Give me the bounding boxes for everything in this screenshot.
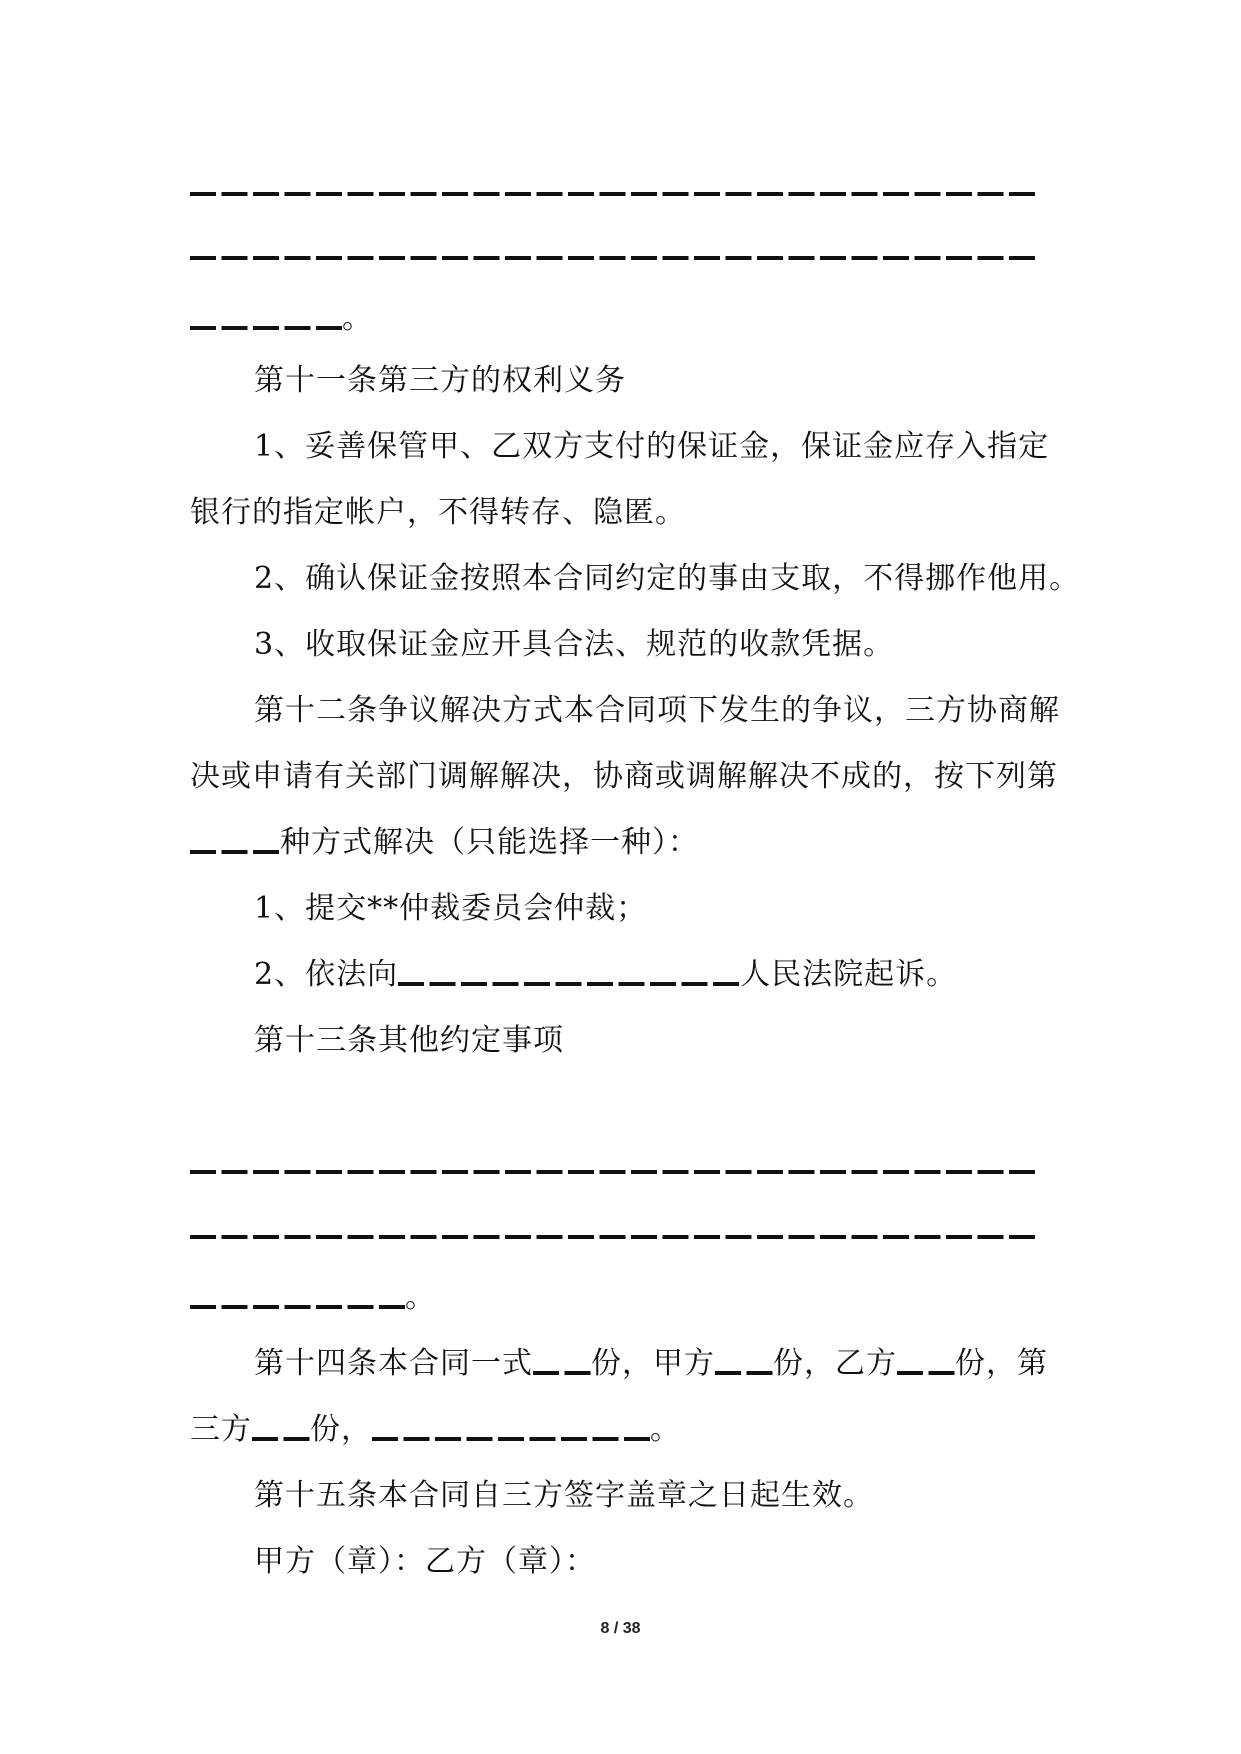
article-11-item-1-line-2: 银行的指定帐户，不得转存、隐匿。 [190, 495, 686, 530]
article-12-line-1: 第十二条争议解决方式本合同项下发生的争议，三方协商解 [254, 693, 1060, 728]
article-13-title: 第十三条其他约定事项 [254, 1023, 564, 1058]
article-11-item-3: 3、收取保证金应开具合法、规范的收款凭据。 [254, 627, 895, 662]
article-14 [190, 1331, 1070, 1595]
court-name-blank [398, 982, 740, 986]
copies-party-a-blank [715, 1371, 773, 1375]
article-12 [190, 678, 1070, 1074]
article-13-fill-last-line [190, 1265, 1070, 1331]
copies-note-blank [372, 1437, 650, 1441]
article-14-text-c: 份，乙方 [773, 1346, 897, 1381]
article-14-text-e: 三方 [190, 1412, 252, 1447]
page-number: 8 / 38 [600, 1620, 641, 1637]
end-punctuation: 。 [650, 1412, 681, 1447]
article-14-line-2 [190, 1397, 1070, 1463]
article-12-line-3-text: 种方式解决（只能选择一种）： [280, 825, 699, 860]
copies-third-party-blank [252, 1437, 310, 1441]
signature-line: 甲方（章）：乙方（章）： [254, 1544, 596, 1579]
article-12-line-3 [190, 810, 1070, 876]
choice-number-blank [190, 850, 280, 854]
blank-fill-line [190, 1170, 1040, 1174]
article-14-text-d: 份，第 [955, 1346, 1048, 1381]
blank-fill-line [190, 192, 1040, 196]
article-12-line-2: 决或申请有关部门调解解决，协商或调解解决不成的，按下列第 [190, 759, 1058, 794]
blank-fill-line [190, 1235, 1040, 1239]
article-12-option-1: 1、提交**仲裁委员会仲裁； [254, 891, 648, 926]
blank-fill-last-line [190, 286, 1070, 352]
blank-fill-short [190, 326, 342, 330]
copies-party-b-blank [897, 1371, 955, 1375]
option-2-prefix: 2、依法向 [254, 957, 399, 992]
option-2-suffix: 人民法院起诉。 [740, 957, 958, 992]
article-15: 第十五条本合同自三方签字盖章之日起生效。 [254, 1478, 874, 1513]
blank-fill-short [190, 1305, 405, 1309]
blank-fill-line [190, 256, 1040, 260]
article-14-text-b: 份，甲方 [591, 1346, 715, 1381]
article-14-line-1 [190, 1331, 1070, 1397]
article-14-text-a: 第十四条本合同一式 [254, 1346, 533, 1381]
article-14-text-f: 份， [310, 1412, 372, 1447]
end-punctuation: 。 [405, 1280, 436, 1315]
article-12-option-2 [190, 942, 1070, 1008]
article-11-title: 第十一条第三方的权利义务 [254, 363, 626, 398]
article-11 [190, 348, 1081, 678]
end-punctuation: 。 [342, 301, 373, 336]
article-11-item-1-line-1: 1、妥善保管甲、乙双方支付的保证金，保证金应存入指定 [254, 429, 1050, 464]
copies-total-blank [533, 1371, 591, 1375]
article-11-item-2: 2、确认保证金按照本合同约定的事由支取，不得挪作他用。 [254, 561, 1081, 596]
